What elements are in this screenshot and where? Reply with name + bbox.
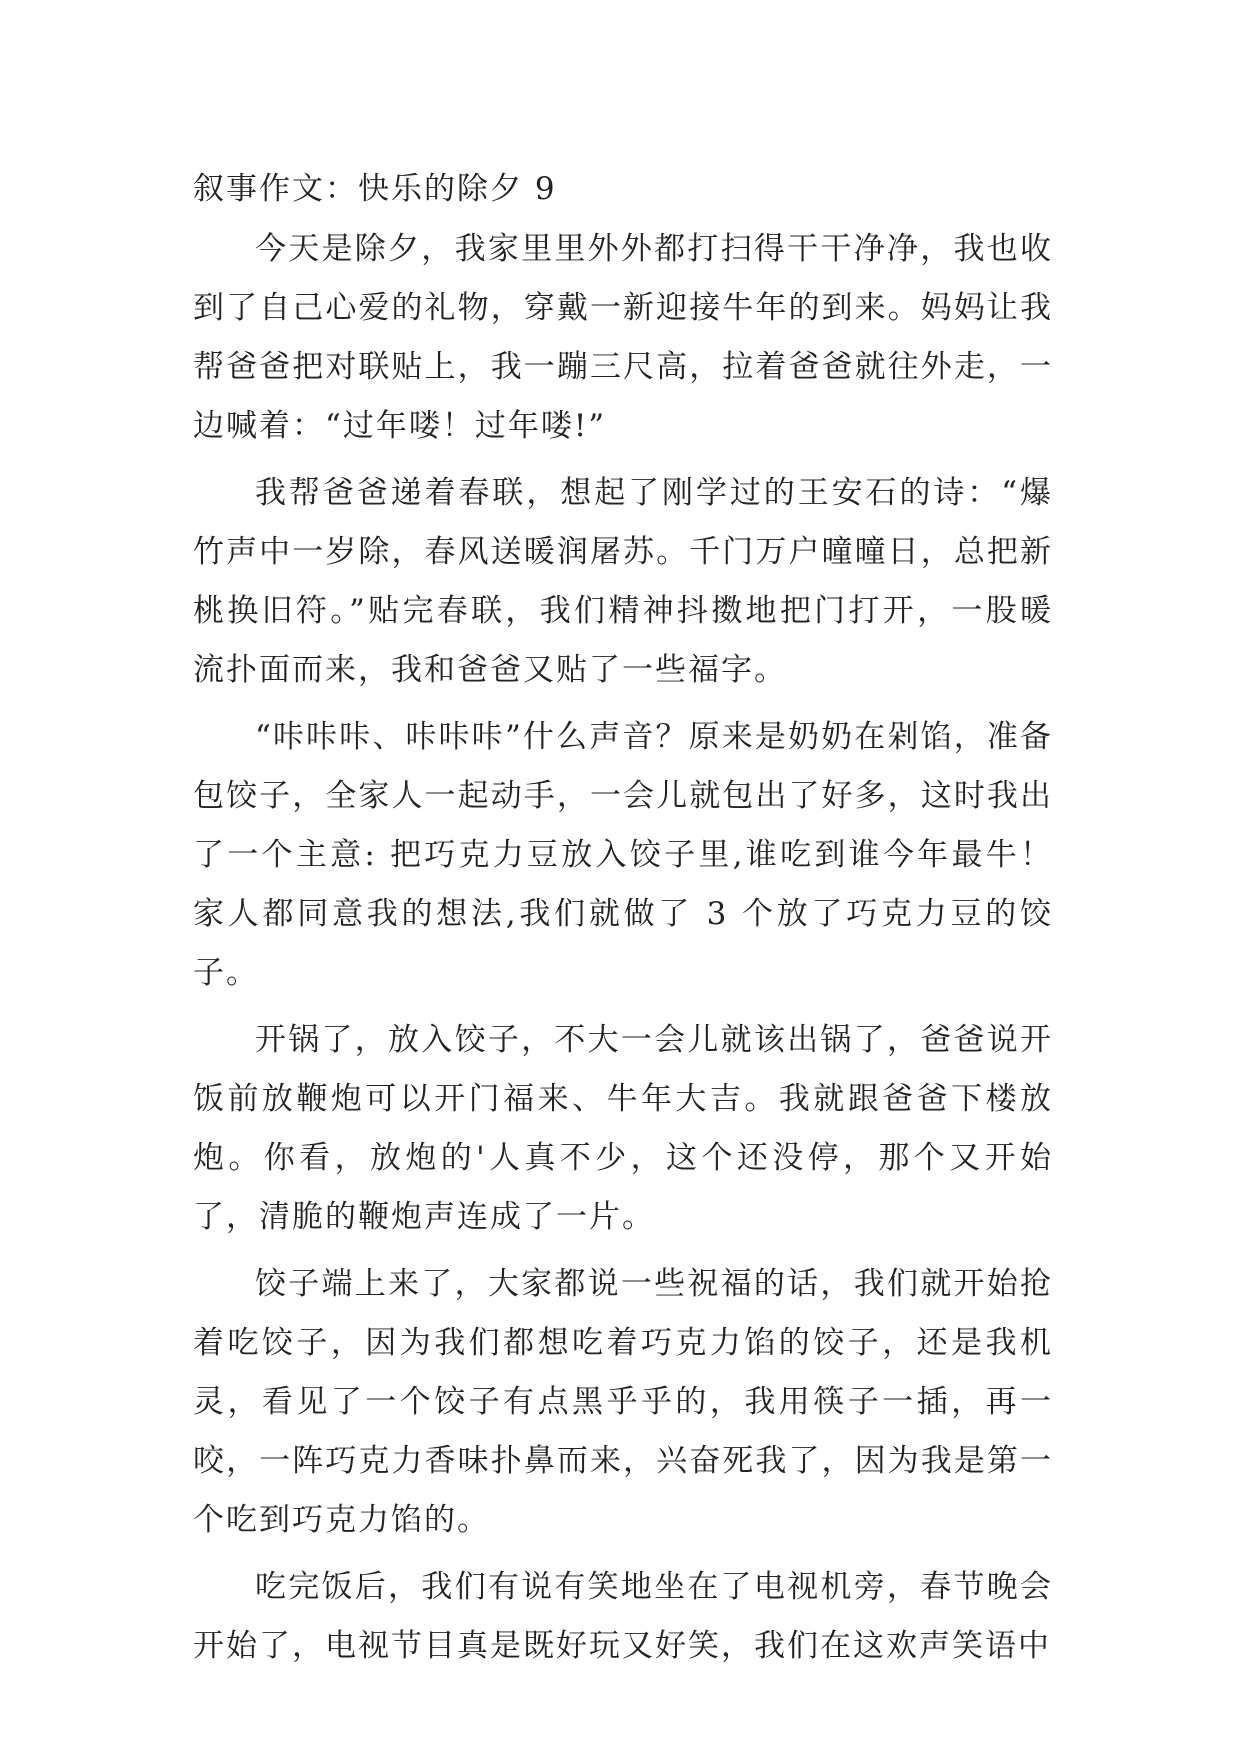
paragraph-2: 我帮爸爸递着春联，想起了刚学过的王安石的诗：“爆竹声中一岁除，春风送暖润屠苏。千门万户曈曈日，总把新桃换旧符。”贴完春联，我们精神抖擞地把门打开，一股暖流扑面而来，我和爸爸又贴了一些福字。 bbox=[193, 475, 1053, 688]
document-body bbox=[193, 160, 1053, 1684]
paragraph-5: 饺子端上来了，大家都说一些祝福的话，我们就开始抢着吃饺子，因为我们都想吃着巧克力馅的饺子，还是我机灵，看见了一个饺子有点黑乎乎的，我用筷子一插，再一咬，一阵巧克力香味扑鼻而来，兴奋死我了，因为我是第一个吃到巧克力馅的。 bbox=[193, 1266, 1053, 1538]
paragraph-3: “咔咔咔、咔咔咔”什么声音？原来是奶奶在剁馅，准备包饺子，全家人一起动手，一会儿就包出了好多，这时我出了一个主意: 把巧克力豆放入饺子里,谁吃到谁今年最牛！家人都同意我的想法,我们就做了 3 个放了巧克力豆的饺子。 bbox=[193, 719, 1053, 991]
paragraph-1: 今天是除夕，我家里里外外都打扫得干干净净，我也收到了自己心爱的礼物，穿戴一新迎接牛年的到来。妈妈让我帮爸爸把对联贴上，我一蹦三尺高，拉着爸爸就往外走，一边喊着：“过年喽！过年喽!” bbox=[193, 231, 1053, 444]
paragraph-4: 开锅了，放入饺子，不大一会儿就该出锅了，爸爸说开饭前放鞭炮可以开门福来、牛年大吉。我就跟爸爸下楼放炮。你看，放炮的'人真不少，这个还没停，那个又开始了，清脆的鞭炮声连成了一片。 bbox=[193, 1022, 1053, 1235]
paragraph-6: 吃完饭后，我们有说有笑地坐在了电视机旁，春节晚会开始了，电视节目真是既好玩又好笑，我们在这欢声笑语中 bbox=[193, 1569, 1053, 1664]
document-title: 叙事作文：快乐的除夕 9 bbox=[193, 171, 557, 207]
